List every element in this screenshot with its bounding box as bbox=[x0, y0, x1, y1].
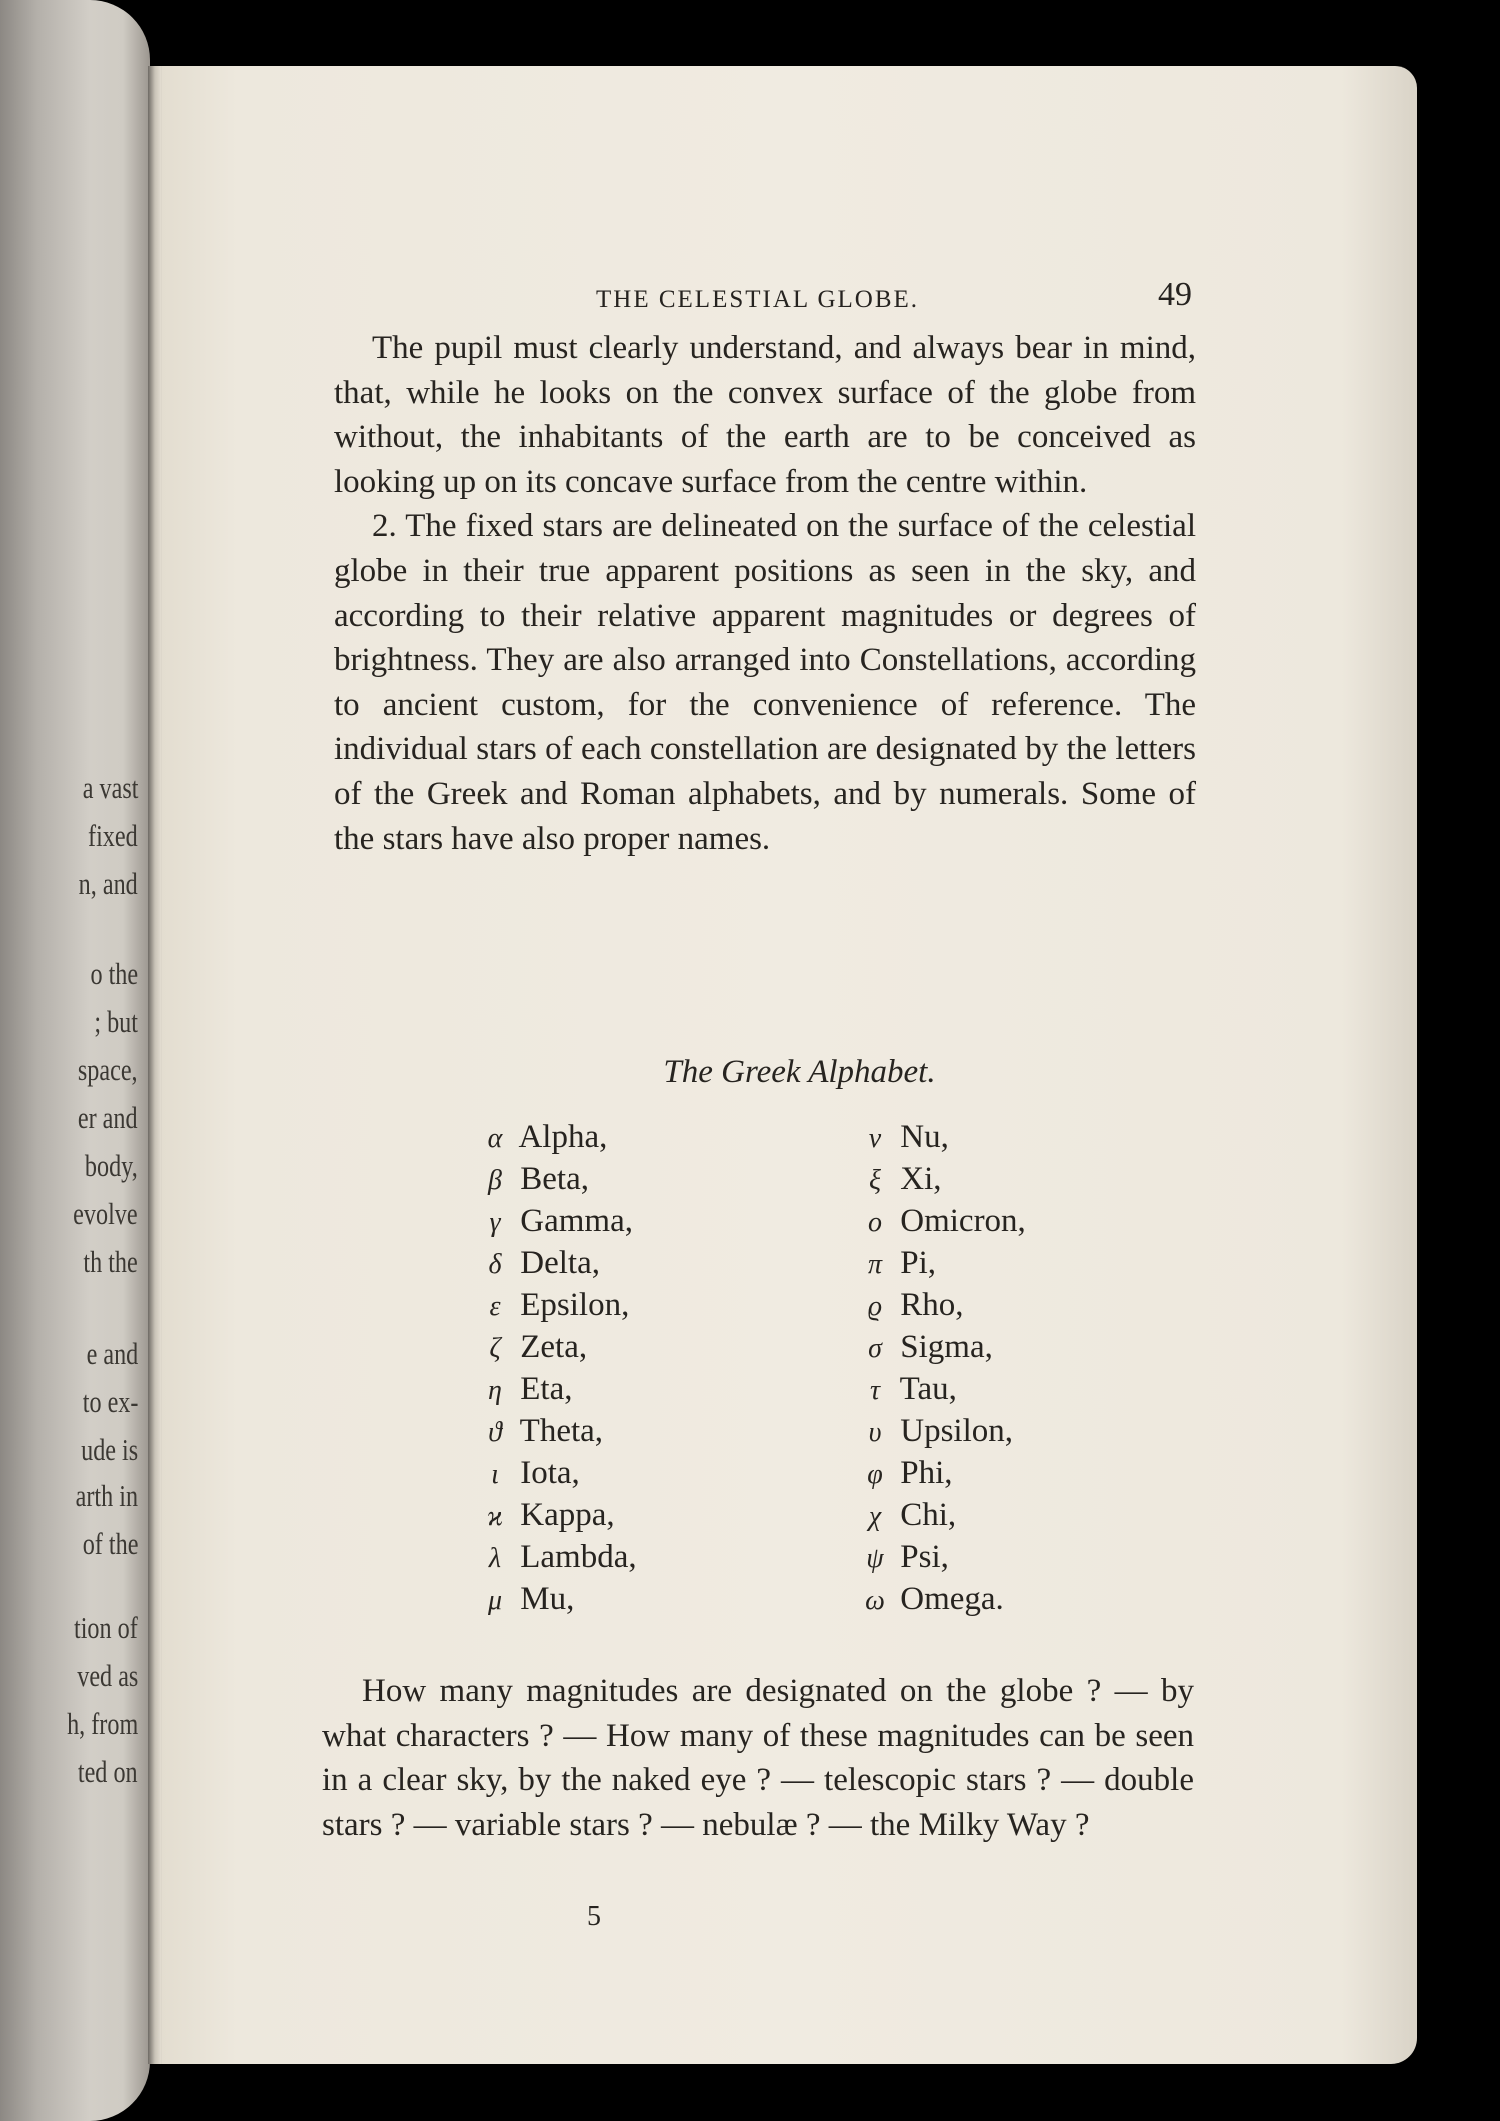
facing-page-fragment: tion of bbox=[74, 1610, 138, 1645]
greek-symbol: μ bbox=[487, 1585, 503, 1616]
greek-symbol: ε bbox=[489, 1291, 501, 1322]
greek-letters-right-column bbox=[858, 1116, 1026, 1620]
greek-letter-name: Lambda, bbox=[520, 1539, 637, 1575]
running-head bbox=[162, 271, 1417, 331]
questions-text: How many magnitudes are designated on the globe ? — by what characters ? — How many of these magnitudes can be seen in a clear sky, by the naked eye ? — telescopic stars ? — double stars ? — variable stars ? — nebulæ ? — the Milky Way ? bbox=[322, 1673, 1194, 1843]
greek-letter-row bbox=[478, 1116, 637, 1158]
facing-page-fragment: fixed bbox=[88, 818, 138, 853]
greek-letter-row bbox=[858, 1494, 1026, 1536]
greek-letter-row bbox=[478, 1578, 637, 1620]
greek-letter-name: Kappa, bbox=[520, 1497, 615, 1533]
greek-symbol: ϱ bbox=[867, 1291, 883, 1322]
facing-page-fragment: to ex- bbox=[82, 1384, 138, 1419]
greek-symbol: ψ bbox=[866, 1543, 884, 1574]
greek-letter-name: Zeta, bbox=[520, 1329, 588, 1365]
greek-letter-row bbox=[478, 1410, 637, 1452]
greek-symbol: ϑ bbox=[488, 1417, 502, 1448]
greek-symbol: ο bbox=[868, 1207, 882, 1238]
greek-symbol: α bbox=[487, 1123, 503, 1154]
greek-symbol: τ bbox=[869, 1375, 881, 1406]
greek-symbol: ν bbox=[868, 1123, 882, 1154]
facing-page-fragment: h, from bbox=[66, 1706, 138, 1741]
facing-page-fragment: er and bbox=[78, 1100, 138, 1135]
greek-letter-row bbox=[478, 1158, 637, 1200]
greek-letter-row bbox=[478, 1494, 637, 1536]
greek-letter-row bbox=[858, 1284, 1026, 1326]
greek-symbol: φ bbox=[867, 1459, 883, 1490]
greek-letter-row bbox=[478, 1284, 637, 1326]
greek-letter-name: Epsilon, bbox=[520, 1287, 630, 1323]
greek-letter-name: Sigma, bbox=[900, 1329, 993, 1365]
greek-letter-name: Upsilon, bbox=[900, 1413, 1014, 1449]
greek-symbol: ϰ bbox=[487, 1501, 503, 1532]
page-number: 49 bbox=[1158, 276, 1192, 313]
greek-letters-left-column bbox=[478, 1116, 637, 1620]
facing-page-fragment: of the bbox=[82, 1526, 138, 1561]
greek-letter-row bbox=[858, 1200, 1026, 1242]
greek-symbol: υ bbox=[868, 1417, 882, 1448]
greek-letter-name: Mu, bbox=[520, 1581, 575, 1617]
greek-letter-name: Gamma, bbox=[520, 1203, 633, 1239]
greek-letter-name: Iota, bbox=[520, 1455, 580, 1491]
greek-symbol: ζ bbox=[489, 1333, 501, 1364]
facing-page-fragment: ; but bbox=[94, 1004, 138, 1039]
greek-letter-name: Nu, bbox=[900, 1119, 949, 1155]
greek-letter-row bbox=[478, 1536, 637, 1578]
facing-page-fragment: ude is bbox=[80, 1432, 138, 1467]
facing-page-fragment: arth in bbox=[75, 1478, 138, 1513]
greek-symbol: η bbox=[488, 1375, 502, 1406]
greek-letter-name: Eta, bbox=[520, 1371, 573, 1407]
greek-letter-name: Omega. bbox=[900, 1581, 1004, 1617]
greek-letter-name: Pi, bbox=[900, 1245, 937, 1281]
running-title: THE CELESTIAL GLOBE. bbox=[596, 286, 920, 313]
greek-symbol: ω bbox=[865, 1585, 885, 1616]
greek-letter-name: Chi, bbox=[900, 1497, 957, 1533]
facing-page-fragment: ted on bbox=[78, 1754, 138, 1789]
greek-symbol: σ bbox=[868, 1333, 882, 1364]
facing-page-fragment: space, bbox=[78, 1052, 138, 1087]
greek-letter-name: Theta, bbox=[519, 1413, 604, 1449]
facing-page-fragment: body, bbox=[85, 1148, 138, 1183]
facing-page-fragment: o the bbox=[90, 956, 138, 991]
greek-letter-row bbox=[858, 1452, 1026, 1494]
paragraph: 2. The fixed stars are delineated on the surface of the celestial globe in their true apparent positions as seen in the sky, and according to their relative apparent magnitudes or degrees of brightness. They are also arranged into Constellations, according to ancient custom, for the convenience of reference. The individual stars of each constellation are designated by the letters of the Greek and Roman alphabets, and by numerals. Some of the stars have also proper names. bbox=[334, 508, 1196, 857]
greek-letter-name: Rho, bbox=[900, 1287, 964, 1323]
greek-symbol: δ bbox=[488, 1249, 502, 1280]
facing-page-fragment: ved as bbox=[76, 1658, 138, 1693]
greek-symbol: ξ bbox=[869, 1165, 881, 1196]
greek-letter-row bbox=[478, 1242, 637, 1284]
greek-letter-row bbox=[858, 1410, 1026, 1452]
facing-page-fragment: e and bbox=[86, 1336, 138, 1371]
signature-mark: 5 bbox=[587, 1901, 601, 1932]
facing-page bbox=[0, 0, 150, 2121]
alphabet-title: The Greek Alphabet. bbox=[663, 1054, 936, 1090]
book-page bbox=[162, 66, 1417, 2064]
greek-letter-name: Xi, bbox=[900, 1161, 942, 1197]
greek-letter-name: Beta, bbox=[520, 1161, 589, 1197]
facing-page-fragment: n, and bbox=[78, 866, 138, 901]
facing-page-fragment: a vast bbox=[82, 770, 138, 805]
greek-letter-name: Phi, bbox=[900, 1455, 953, 1491]
greek-letter-name: Omicron, bbox=[900, 1203, 1026, 1239]
greek-letter-row bbox=[478, 1368, 637, 1410]
greek-letter-name: Alpha, bbox=[518, 1119, 608, 1155]
greek-symbol: λ bbox=[488, 1543, 502, 1574]
paragraph: The pupil must clearly understand, and always bear in mind, that, while he looks on the convex surface of the globe from without, the inhabitants of the earth are to be conceived as looking up on its concave surface from the centre within. bbox=[334, 330, 1196, 500]
greek-letter-name: Delta, bbox=[520, 1245, 600, 1281]
greek-letter-name: Tau, bbox=[899, 1371, 957, 1407]
greek-symbol: π bbox=[867, 1249, 883, 1280]
greek-letter-row bbox=[858, 1578, 1026, 1620]
greek-symbol: χ bbox=[868, 1501, 882, 1532]
greek-letter-row bbox=[858, 1242, 1026, 1284]
greek-letter-name: Psi, bbox=[900, 1539, 949, 1575]
greek-letter-row bbox=[858, 1116, 1026, 1158]
facing-page-fragment: th the bbox=[83, 1244, 138, 1279]
greek-letter-row bbox=[858, 1326, 1026, 1368]
greek-letter-row bbox=[478, 1326, 637, 1368]
greek-symbol: β bbox=[488, 1165, 502, 1196]
greek-letter-row bbox=[858, 1536, 1026, 1578]
greek-letter-row bbox=[858, 1368, 1026, 1410]
review-questions bbox=[322, 1669, 1194, 1847]
greek-letter-row bbox=[858, 1158, 1026, 1200]
greek-letter-row bbox=[478, 1452, 637, 1494]
body-text bbox=[334, 326, 1196, 861]
facing-page-fragment: evolve bbox=[73, 1196, 138, 1231]
greek-symbol: γ bbox=[489, 1207, 501, 1238]
greek-symbol: ι bbox=[491, 1459, 499, 1490]
greek-letter-row bbox=[478, 1200, 637, 1242]
